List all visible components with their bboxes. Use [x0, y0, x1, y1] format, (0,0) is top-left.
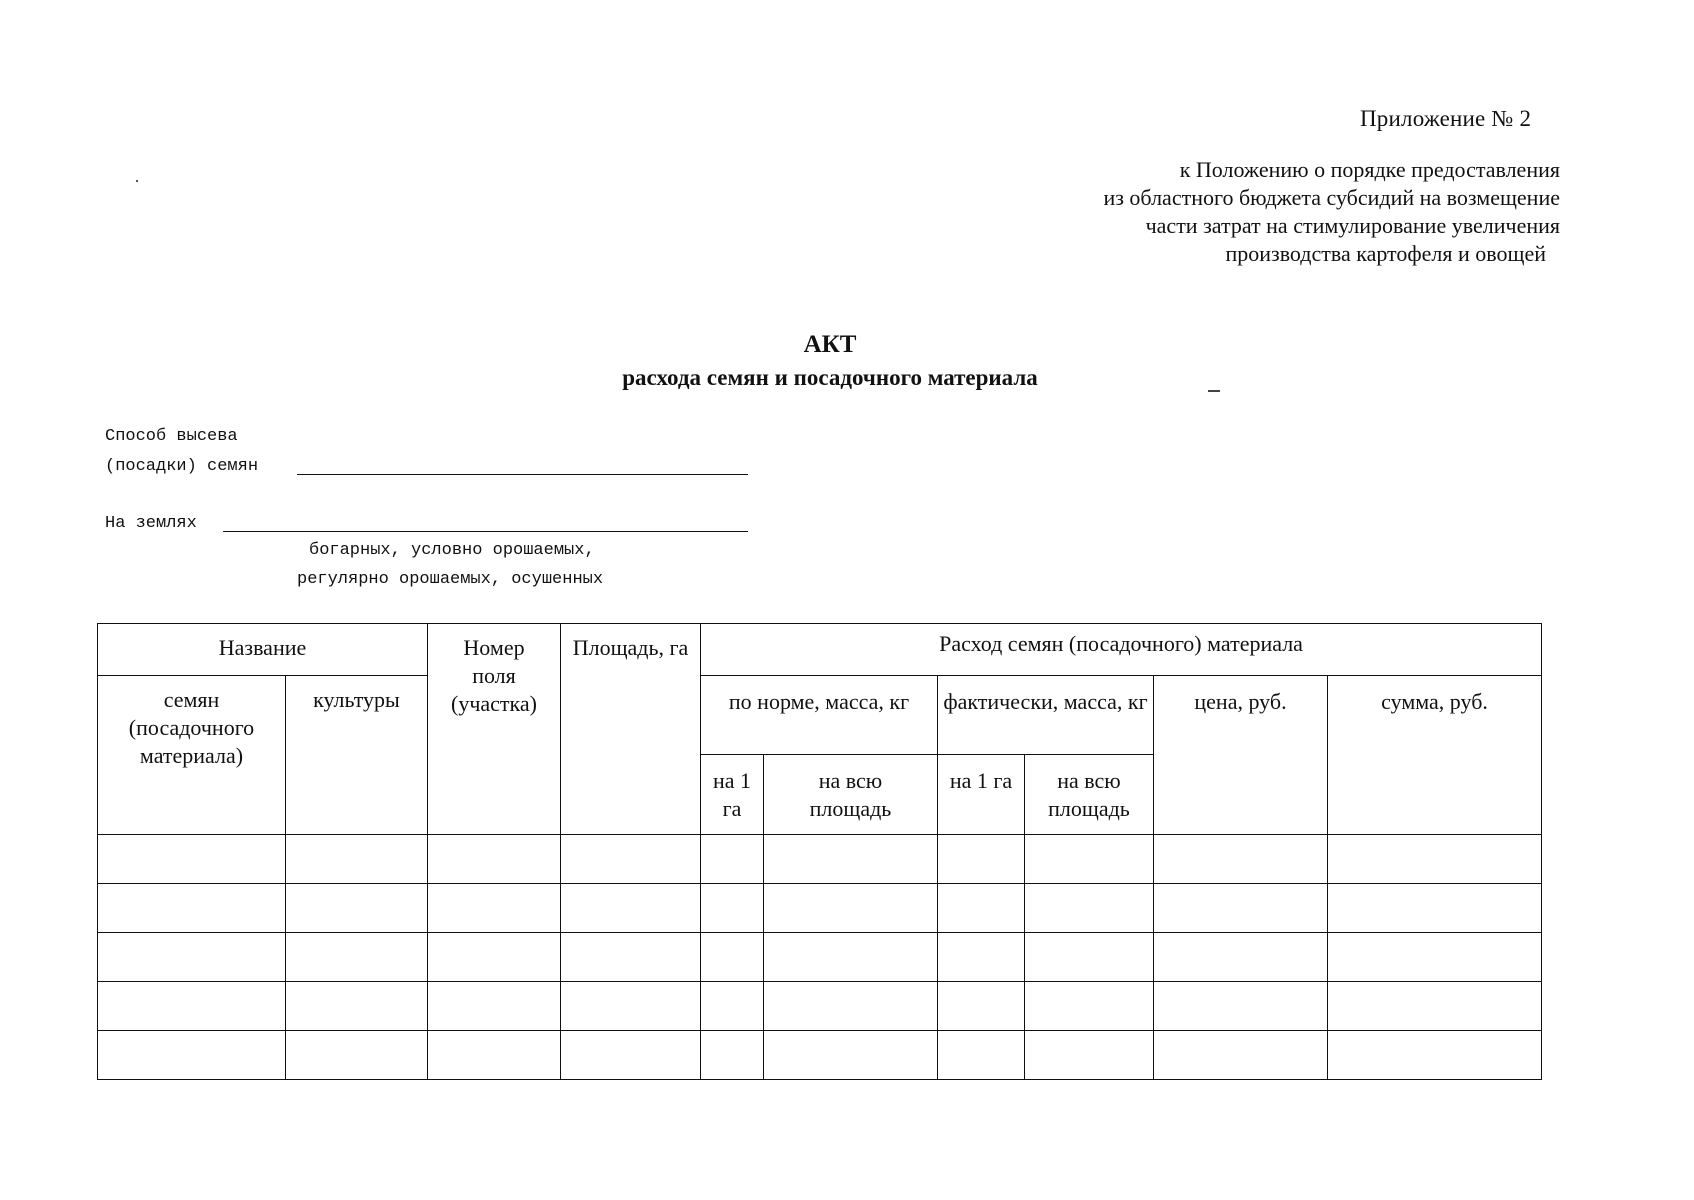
consumption-group-header: Расход семян (посадочного) материала — [701, 624, 1542, 676]
table-row — [98, 1031, 1542, 1080]
cell-norm-whole-area[interactable] — [764, 1031, 938, 1080]
cell-area[interactable] — [561, 835, 701, 884]
norm-per-ha-header: на 1 га — [701, 755, 764, 835]
cell-area[interactable] — [561, 982, 701, 1031]
cell-crop[interactable] — [286, 884, 428, 933]
appendix-reference — [1103, 156, 1560, 268]
sum-header: сумма, руб. — [1328, 676, 1542, 835]
document-subtitle: расхода семян и посадочного материала — [622, 365, 1038, 390]
norm-mass-header: по норме, масса, кг — [701, 676, 938, 755]
cell-price[interactable] — [1154, 1031, 1328, 1080]
lands-hint-line-1: богарных, условно орошаемых, — [309, 541, 595, 560]
cell-sum[interactable] — [1328, 835, 1542, 884]
sowing-method-field[interactable] — [297, 474, 748, 475]
cell-crop[interactable] — [286, 982, 428, 1031]
cell-area[interactable] — [561, 1031, 701, 1080]
seeds-header: семян (посадочного материала) — [98, 676, 286, 835]
cell-price[interactable] — [1154, 933, 1328, 982]
cell-actual-per-ha[interactable] — [938, 982, 1025, 1031]
table-row — [98, 884, 1542, 933]
cell-crop[interactable] — [286, 1031, 428, 1080]
crop-header: культуры — [286, 676, 428, 835]
lands-label: На землях — [105, 514, 197, 533]
field-number-header: Номер поля (участка) — [428, 624, 561, 835]
cell-seeds[interactable] — [98, 982, 286, 1031]
cell-sum[interactable] — [1328, 933, 1542, 982]
cell-seeds[interactable] — [98, 933, 286, 982]
cell-field-number[interactable] — [428, 884, 561, 933]
price-header: цена, руб. — [1154, 676, 1328, 835]
scan-mark — [1208, 390, 1220, 392]
table-body — [98, 835, 1542, 1080]
cell-norm-per-ha[interactable] — [701, 933, 764, 982]
cell-actual-whole-area[interactable] — [1025, 982, 1154, 1031]
actual-per-ha-header: на 1 га — [938, 755, 1025, 835]
cell-crop[interactable] — [286, 835, 428, 884]
cell-crop[interactable] — [286, 933, 428, 982]
cell-norm-whole-area[interactable] — [764, 982, 938, 1031]
name-group-header: Название — [98, 624, 428, 676]
document-title: АКТ — [803, 331, 857, 358]
cell-actual-per-ha[interactable] — [938, 884, 1025, 933]
cell-actual-whole-area[interactable] — [1025, 1031, 1154, 1080]
table-row — [98, 835, 1542, 884]
cell-actual-per-ha[interactable] — [938, 933, 1025, 982]
cell-sum[interactable] — [1328, 1031, 1542, 1080]
cell-norm-per-ha[interactable] — [701, 835, 764, 884]
appendix-reference-line-3: части затрат на стимулирование увеличения — [1145, 213, 1560, 238]
cell-seeds[interactable] — [98, 1031, 286, 1080]
cell-field-number[interactable] — [428, 835, 561, 884]
actual-mass-header: фактически, масса, кг — [938, 676, 1154, 755]
cell-norm-whole-area[interactable] — [764, 835, 938, 884]
cell-actual-per-ha[interactable] — [938, 835, 1025, 884]
actual-whole-area-header: на всю площадь — [1025, 755, 1154, 835]
cell-actual-whole-area[interactable] — [1025, 835, 1154, 884]
cell-price[interactable] — [1154, 835, 1328, 884]
cell-actual-whole-area[interactable] — [1025, 884, 1154, 933]
cell-sum[interactable] — [1328, 982, 1542, 1031]
lands-hint-line-2: регулярно орошаемых, осушенных — [297, 570, 604, 589]
cell-sum[interactable] — [1328, 884, 1542, 933]
cell-field-number[interactable] — [428, 1031, 561, 1080]
cell-actual-whole-area[interactable] — [1025, 933, 1154, 982]
lands-field[interactable] — [223, 531, 748, 532]
appendix-number: Приложение № 2 — [1360, 106, 1532, 131]
table-row — [98, 982, 1542, 1031]
cell-field-number[interactable] — [428, 933, 561, 982]
scan-speck — [136, 180, 138, 182]
cell-norm-whole-area[interactable] — [764, 884, 938, 933]
appendix-reference-line-2: из областного бюджета субсидий на возмещение — [1103, 185, 1560, 210]
appendix-reference-line-1: к Положению о порядке предоставления — [1179, 157, 1560, 182]
cell-norm-whole-area[interactable] — [764, 933, 938, 982]
norm-whole-area-header: на всю площадь — [764, 755, 938, 835]
cell-price[interactable] — [1154, 884, 1328, 933]
area-header: Площадь, га — [561, 624, 701, 835]
cell-seeds[interactable] — [98, 884, 286, 933]
cell-norm-per-ha[interactable] — [701, 884, 764, 933]
table-row — [98, 933, 1542, 982]
cell-norm-per-ha[interactable] — [701, 1031, 764, 1080]
appendix-reference-line-4: производства картофеля и овощей — [1225, 241, 1546, 266]
sowing-method-label-line-1: Способ высева — [105, 427, 238, 446]
sowing-method-label-line-2: (посадки) семян — [105, 457, 259, 476]
cell-area[interactable] — [561, 884, 701, 933]
cell-seeds[interactable] — [98, 835, 286, 884]
seed-consumption-table — [97, 623, 1542, 1080]
cell-norm-per-ha[interactable] — [701, 982, 764, 1031]
cell-field-number[interactable] — [428, 982, 561, 1031]
cell-area[interactable] — [561, 933, 701, 982]
cell-actual-per-ha[interactable] — [938, 1031, 1025, 1080]
cell-price[interactable] — [1154, 982, 1328, 1031]
